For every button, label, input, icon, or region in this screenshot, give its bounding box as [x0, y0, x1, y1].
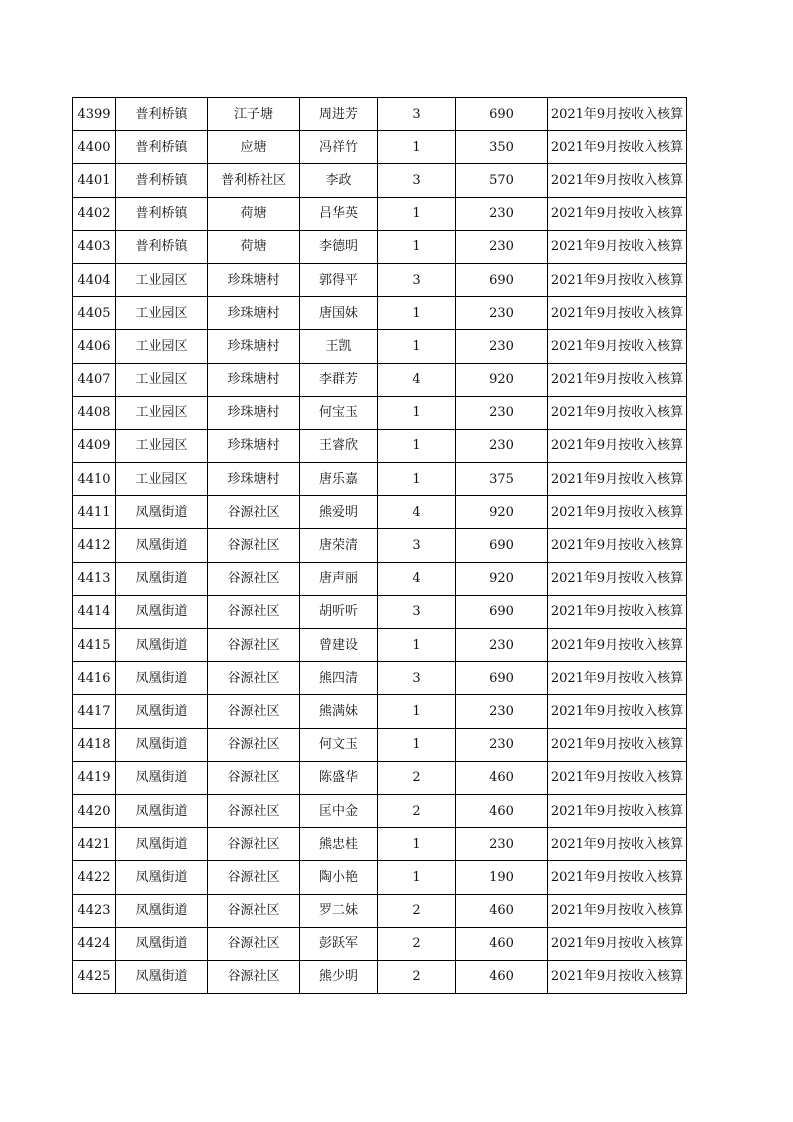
row-number-cell: 4405 — [73, 297, 116, 330]
name-cell: 王凯 — [300, 330, 378, 363]
town-cell: 凤凰街道 — [116, 761, 208, 794]
town-cell: 凤凰街道 — [116, 562, 208, 595]
row-number-cell: 4413 — [73, 562, 116, 595]
amount-cell: 230 — [456, 828, 548, 861]
household-size-cell: 1 — [378, 297, 456, 330]
table-row — [73, 396, 687, 429]
note-cell: 2021年9月按收入核算 — [548, 761, 687, 794]
name-cell: 李德明 — [300, 230, 378, 263]
row-number-cell: 4414 — [73, 595, 116, 628]
household-size-cell: 1 — [378, 728, 456, 761]
village-cell: 谷源社区 — [208, 595, 300, 628]
note-cell: 2021年9月按收入核算 — [548, 861, 687, 894]
village-cell: 谷源社区 — [208, 529, 300, 562]
row-number-cell: 4420 — [73, 794, 116, 827]
name-cell: 吕华英 — [300, 197, 378, 230]
note-cell: 2021年9月按收入核算 — [548, 496, 687, 529]
town-cell: 凤凰街道 — [116, 828, 208, 861]
name-cell: 唐声丽 — [300, 562, 378, 595]
town-cell: 工业园区 — [116, 263, 208, 296]
amount-cell: 460 — [456, 761, 548, 794]
village-cell: 谷源社区 — [208, 927, 300, 960]
amount-cell: 230 — [456, 429, 548, 462]
row-number-cell: 4423 — [73, 894, 116, 927]
name-cell: 罗二妹 — [300, 894, 378, 927]
town-cell: 普利桥镇 — [116, 197, 208, 230]
village-cell: 珍珠塘村 — [208, 330, 300, 363]
amount-cell: 690 — [456, 595, 548, 628]
village-cell: 江子塘 — [208, 98, 300, 131]
table-row — [73, 164, 687, 197]
village-cell: 珍珠塘村 — [208, 363, 300, 396]
village-cell: 珍珠塘村 — [208, 297, 300, 330]
name-cell: 唐国妹 — [300, 297, 378, 330]
note-cell: 2021年9月按收入核算 — [548, 828, 687, 861]
household-size-cell: 2 — [378, 927, 456, 960]
name-cell: 郭得平 — [300, 263, 378, 296]
table-row — [73, 828, 687, 861]
row-number-cell: 4425 — [73, 960, 116, 993]
table-row — [73, 297, 687, 330]
table-body — [73, 98, 687, 994]
name-cell: 李政 — [300, 164, 378, 197]
note-cell: 2021年9月按收入核算 — [548, 794, 687, 827]
household-size-cell: 4 — [378, 496, 456, 529]
amount-cell: 230 — [456, 396, 548, 429]
household-size-cell: 2 — [378, 894, 456, 927]
table-row — [73, 429, 687, 462]
name-cell: 何文玉 — [300, 728, 378, 761]
amount-cell: 230 — [456, 330, 548, 363]
town-cell: 工业园区 — [116, 396, 208, 429]
village-cell: 谷源社区 — [208, 629, 300, 662]
table-row — [73, 197, 687, 230]
amount-cell: 920 — [456, 562, 548, 595]
row-number-cell: 4415 — [73, 629, 116, 662]
household-size-cell: 1 — [378, 330, 456, 363]
household-size-cell: 1 — [378, 629, 456, 662]
name-cell: 李群芳 — [300, 363, 378, 396]
amount-cell: 460 — [456, 960, 548, 993]
household-size-cell: 1 — [378, 197, 456, 230]
table-row — [73, 695, 687, 728]
village-cell: 谷源社区 — [208, 728, 300, 761]
records-table — [72, 97, 687, 994]
household-size-cell: 2 — [378, 960, 456, 993]
household-size-cell: 2 — [378, 761, 456, 794]
table-row — [73, 595, 687, 628]
town-cell: 凤凰街道 — [116, 794, 208, 827]
note-cell: 2021年9月按收入核算 — [548, 230, 687, 263]
amount-cell: 460 — [456, 894, 548, 927]
name-cell: 陈盛华 — [300, 761, 378, 794]
name-cell: 冯祥竹 — [300, 131, 378, 164]
table-row — [73, 562, 687, 595]
note-cell: 2021年9月按收入核算 — [548, 562, 687, 595]
note-cell: 2021年9月按收入核算 — [548, 960, 687, 993]
note-cell: 2021年9月按收入核算 — [548, 164, 687, 197]
row-number-cell: 4411 — [73, 496, 116, 529]
name-cell: 匡中金 — [300, 794, 378, 827]
amount-cell: 230 — [456, 695, 548, 728]
town-cell: 普利桥镇 — [116, 164, 208, 197]
town-cell: 凤凰街道 — [116, 595, 208, 628]
note-cell: 2021年9月按收入核算 — [548, 429, 687, 462]
row-number-cell: 4400 — [73, 131, 116, 164]
household-size-cell: 3 — [378, 662, 456, 695]
table-row — [73, 629, 687, 662]
table-row — [73, 496, 687, 529]
row-number-cell: 4424 — [73, 927, 116, 960]
town-cell: 凤凰街道 — [116, 728, 208, 761]
household-size-cell: 1 — [378, 695, 456, 728]
town-cell: 工业园区 — [116, 297, 208, 330]
row-number-cell: 4404 — [73, 263, 116, 296]
household-size-cell: 1 — [378, 230, 456, 263]
note-cell: 2021年9月按收入核算 — [548, 98, 687, 131]
row-number-cell: 4419 — [73, 761, 116, 794]
household-size-cell: 1 — [378, 463, 456, 496]
town-cell: 普利桥镇 — [116, 98, 208, 131]
note-cell: 2021年9月按收入核算 — [548, 263, 687, 296]
table-row — [73, 363, 687, 396]
household-size-cell: 2 — [378, 794, 456, 827]
village-cell: 荷塘 — [208, 197, 300, 230]
village-cell: 珍珠塘村 — [208, 429, 300, 462]
household-size-cell: 1 — [378, 861, 456, 894]
amount-cell: 460 — [456, 927, 548, 960]
amount-cell: 690 — [456, 662, 548, 695]
note-cell: 2021年9月按收入核算 — [548, 662, 687, 695]
amount-cell: 690 — [456, 263, 548, 296]
town-cell: 凤凰街道 — [116, 695, 208, 728]
amount-cell: 230 — [456, 297, 548, 330]
village-cell: 谷源社区 — [208, 894, 300, 927]
note-cell: 2021年9月按收入核算 — [548, 629, 687, 662]
row-number-cell: 4402 — [73, 197, 116, 230]
row-number-cell: 4416 — [73, 662, 116, 695]
household-size-cell: 4 — [378, 363, 456, 396]
table-row — [73, 927, 687, 960]
town-cell: 凤凰街道 — [116, 662, 208, 695]
amount-cell: 375 — [456, 463, 548, 496]
town-cell: 凤凰街道 — [116, 496, 208, 529]
town-cell: 凤凰街道 — [116, 529, 208, 562]
note-cell: 2021年9月按收入核算 — [548, 695, 687, 728]
table-row — [73, 463, 687, 496]
row-number-cell: 4403 — [73, 230, 116, 263]
town-cell: 凤凰街道 — [116, 927, 208, 960]
town-cell: 工业园区 — [116, 463, 208, 496]
amount-cell: 460 — [456, 794, 548, 827]
table-row — [73, 98, 687, 131]
village-cell: 谷源社区 — [208, 861, 300, 894]
amount-cell: 690 — [456, 98, 548, 131]
table-row — [73, 529, 687, 562]
amount-cell: 920 — [456, 496, 548, 529]
amount-cell: 690 — [456, 529, 548, 562]
note-cell: 2021年9月按收入核算 — [548, 728, 687, 761]
village-cell: 谷源社区 — [208, 794, 300, 827]
name-cell: 熊四清 — [300, 662, 378, 695]
name-cell: 曾建设 — [300, 629, 378, 662]
village-cell: 荷塘 — [208, 230, 300, 263]
name-cell: 胡听听 — [300, 595, 378, 628]
household-size-cell: 1 — [378, 828, 456, 861]
table-row — [73, 894, 687, 927]
amount-cell: 570 — [456, 164, 548, 197]
note-cell: 2021年9月按收入核算 — [548, 363, 687, 396]
note-cell: 2021年9月按收入核算 — [548, 396, 687, 429]
amount-cell: 190 — [456, 861, 548, 894]
household-size-cell: 3 — [378, 98, 456, 131]
town-cell: 凤凰街道 — [116, 629, 208, 662]
town-cell: 工业园区 — [116, 330, 208, 363]
household-size-cell: 3 — [378, 164, 456, 197]
note-cell: 2021年9月按收入核算 — [548, 297, 687, 330]
row-number-cell: 4399 — [73, 98, 116, 131]
village-cell: 珍珠塘村 — [208, 396, 300, 429]
village-cell: 谷源社区 — [208, 562, 300, 595]
town-cell: 凤凰街道 — [116, 894, 208, 927]
row-number-cell: 4409 — [73, 429, 116, 462]
name-cell: 熊少明 — [300, 960, 378, 993]
village-cell: 谷源社区 — [208, 761, 300, 794]
amount-cell: 920 — [456, 363, 548, 396]
amount-cell: 350 — [456, 131, 548, 164]
village-cell: 珍珠塘村 — [208, 463, 300, 496]
table-row — [73, 728, 687, 761]
table-row — [73, 330, 687, 363]
amount-cell: 230 — [456, 230, 548, 263]
town-cell: 工业园区 — [116, 429, 208, 462]
household-size-cell: 1 — [378, 429, 456, 462]
row-number-cell: 4422 — [73, 861, 116, 894]
household-size-cell: 1 — [378, 396, 456, 429]
town-cell: 工业园区 — [116, 363, 208, 396]
row-number-cell: 4421 — [73, 828, 116, 861]
note-cell: 2021年9月按收入核算 — [548, 529, 687, 562]
amount-cell: 230 — [456, 728, 548, 761]
name-cell: 何宝玉 — [300, 396, 378, 429]
table-row — [73, 960, 687, 993]
table-row — [73, 230, 687, 263]
village-cell: 谷源社区 — [208, 960, 300, 993]
amount-cell: 230 — [456, 197, 548, 230]
note-cell: 2021年9月按收入核算 — [548, 595, 687, 628]
note-cell: 2021年9月按收入核算 — [548, 197, 687, 230]
row-number-cell: 4417 — [73, 695, 116, 728]
amount-cell: 230 — [456, 629, 548, 662]
household-size-cell: 4 — [378, 562, 456, 595]
village-cell: 谷源社区 — [208, 828, 300, 861]
village-cell: 谷源社区 — [208, 496, 300, 529]
household-size-cell: 3 — [378, 529, 456, 562]
name-cell: 陶小艳 — [300, 861, 378, 894]
row-number-cell: 4401 — [73, 164, 116, 197]
table-row — [73, 263, 687, 296]
table-row — [73, 131, 687, 164]
row-number-cell: 4410 — [73, 463, 116, 496]
name-cell: 唐荣清 — [300, 529, 378, 562]
row-number-cell: 4407 — [73, 363, 116, 396]
name-cell: 周进芳 — [300, 98, 378, 131]
town-cell: 凤凰街道 — [116, 960, 208, 993]
town-cell: 普利桥镇 — [116, 230, 208, 263]
name-cell: 熊爱明 — [300, 496, 378, 529]
town-cell: 普利桥镇 — [116, 131, 208, 164]
name-cell: 王睿欣 — [300, 429, 378, 462]
name-cell: 熊忠桂 — [300, 828, 378, 861]
household-size-cell: 3 — [378, 595, 456, 628]
name-cell: 彭跃军 — [300, 927, 378, 960]
village-cell: 普利桥社区 — [208, 164, 300, 197]
row-number-cell: 4406 — [73, 330, 116, 363]
row-number-cell: 4412 — [73, 529, 116, 562]
note-cell: 2021年9月按收入核算 — [548, 927, 687, 960]
town-cell: 凤凰街道 — [116, 861, 208, 894]
note-cell: 2021年9月按收入核算 — [548, 330, 687, 363]
household-size-cell: 3 — [378, 263, 456, 296]
table-row — [73, 761, 687, 794]
note-cell: 2021年9月按收入核算 — [548, 894, 687, 927]
village-cell: 珍珠塘村 — [208, 263, 300, 296]
name-cell: 熊满妹 — [300, 695, 378, 728]
village-cell: 谷源社区 — [208, 695, 300, 728]
table-row — [73, 861, 687, 894]
note-cell: 2021年9月按收入核算 — [548, 463, 687, 496]
note-cell: 2021年9月按收入核算 — [548, 131, 687, 164]
table-row — [73, 794, 687, 827]
row-number-cell: 4418 — [73, 728, 116, 761]
household-size-cell: 1 — [378, 131, 456, 164]
village-cell: 谷源社区 — [208, 662, 300, 695]
row-number-cell: 4408 — [73, 396, 116, 429]
name-cell: 唐乐嘉 — [300, 463, 378, 496]
table-row — [73, 662, 687, 695]
village-cell: 应塘 — [208, 131, 300, 164]
